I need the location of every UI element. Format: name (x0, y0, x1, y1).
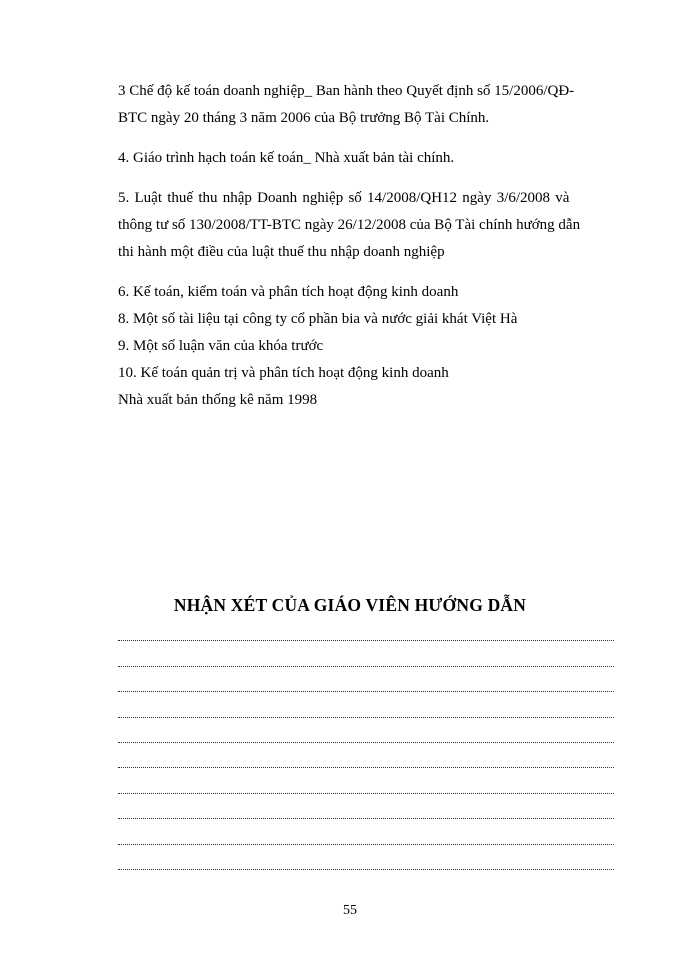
reference-item-3 (118, 78, 634, 132)
reference-item-5-line-2: thông tư số 130/2008/TT-BTC ngày 26/12/2008 của Bộ Tài chính hướng dẫn (118, 217, 581, 233)
reference-item-3-line-2: BTC ngày 20 tháng 3 năm 2006 của Bộ trưởng Bộ Tài Chính. (118, 110, 490, 126)
reference-item-10-publisher: Nhà xuất bản thống kê năm 1998 (118, 392, 318, 408)
reference-item-9: 9. Một số luận văn của khóa trước (118, 338, 324, 354)
comment-dotted-line (118, 624, 614, 649)
reference-item-6: 6. Kế toán, kiểm toán và phân tích hoạt động kinh doanh (118, 284, 459, 300)
comment-dotted-line (118, 726, 614, 751)
comment-dotted-line (118, 675, 614, 700)
comment-dotted-line (118, 802, 614, 827)
reference-item-8: 8. Một số tài liệu tại công ty cổ phần bia và nước giải khát Việt Hà (118, 311, 518, 327)
reference-item-10: 10. Kế toán quản trị và phân tích hoạt động kinh doanh (118, 365, 449, 381)
reference-item-5 (118, 185, 634, 266)
comment-dotted-line (118, 853, 614, 878)
comment-dotted-line (118, 649, 614, 674)
reference-short-list (118, 279, 634, 414)
reference-item-5-line-3: thi hành một điều của luật thuế thu nhập doanh nghiệp (118, 244, 445, 260)
advisor-comment-area (118, 624, 614, 878)
reference-item-4-text: 4. Giáo trình hạch toán kế toán_ Nhà xuất bản tài chính. (118, 150, 455, 166)
comment-dotted-line (118, 827, 614, 852)
reference-item-4 (118, 145, 634, 172)
page-number: 55 (343, 903, 357, 918)
comment-dotted-line (118, 751, 614, 776)
reference-list (118, 78, 634, 414)
comment-dotted-line (118, 776, 614, 801)
reference-item-5-line-1: 5. Luật thuế thu nhập Doanh nghiệp số 14/2008/QH12 ngày 3/6/2008 và (118, 190, 570, 206)
reference-item-3-line-1: 3 Chế độ kế toán doanh nghiệp_ Ban hành theo Quyết định số 15/2006/QĐ- (118, 83, 575, 99)
comment-dotted-line (118, 700, 614, 725)
advisor-comment-title: NHẬN XÉT CỦA GIÁO VIÊN HƯỚNG DẪN (173, 595, 527, 615)
